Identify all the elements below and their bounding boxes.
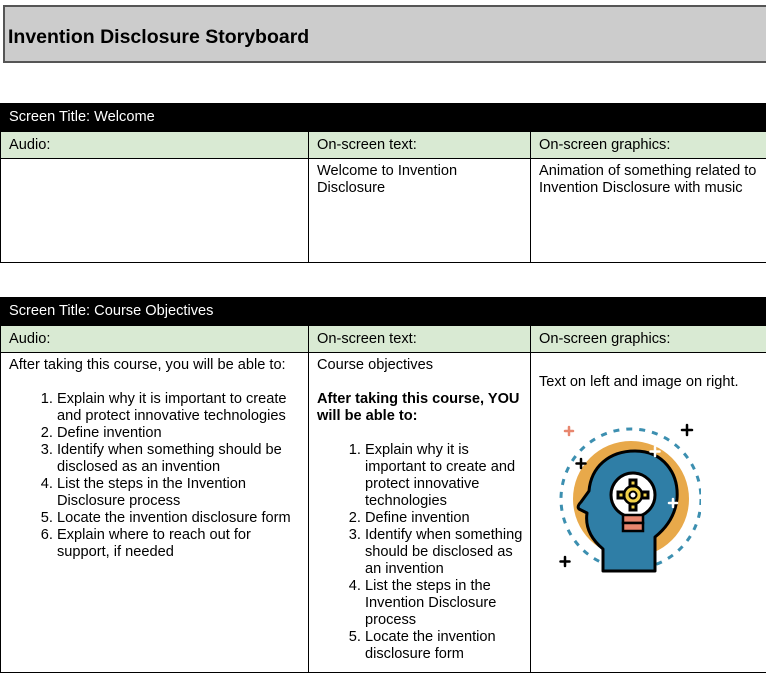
audio-cell — [1, 353, 309, 673]
list-item: 5. Locate the invention disclosure form — [57, 510, 294, 527]
list-item: 2. Define invention — [57, 425, 294, 442]
storyboard-header — [3, 5, 766, 63]
screen-table-welcome — [0, 103, 766, 263]
head-lightbulb-icon — [551, 421, 701, 581]
screen-title-row — [1, 104, 766, 132]
text-objectives-list — [317, 442, 524, 663]
list-item: 3. Identify when something should be disclosed as an invention — [57, 442, 294, 476]
audio-objectives-list — [9, 391, 294, 561]
screen-title: Screen Title: Course Objectives — [1, 298, 766, 326]
list-item: 3. Identify when something should be disclosed as an invention — [365, 527, 524, 578]
screen-title-row — [1, 298, 766, 326]
onscreen-text-cell: Welcome to Invention Disclosure — [309, 159, 531, 263]
content-row — [1, 159, 766, 263]
onscreen-graphics-header: On-screen graphics: — [531, 326, 766, 353]
list-item: 4. List the steps in the Invention Disclosure process — [57, 476, 294, 510]
column-header-row — [1, 132, 766, 159]
audio-intro: After taking this course, you will be able to: — [9, 357, 294, 374]
audio-cell — [1, 159, 309, 263]
list-item: 1. Explain why it is important to create and protect innovative technologies — [365, 442, 524, 510]
list-item: 5. Locate the invention disclosure form — [365, 629, 524, 663]
graphics-description: Text on left and image on right. — [539, 374, 766, 391]
audio-header: Audio: — [1, 132, 309, 159]
onscreen-graphics-cell — [531, 353, 766, 673]
onscreen-text-header: On-screen text: — [309, 326, 531, 353]
column-header-row — [1, 326, 766, 353]
onscreen-graphics-cell: Animation of something related to Invention Disclosure with music — [531, 159, 766, 263]
screen-table-course-objectives — [0, 297, 766, 673]
onscreen-text-header: On-screen text: — [309, 132, 531, 159]
text-heading: Course objectives — [317, 357, 524, 374]
text-bold-intro: After taking this course, YOU will be able to: — [317, 391, 524, 425]
onscreen-text-cell — [309, 353, 531, 673]
content-row — [1, 353, 766, 673]
page-title: Invention Disclosure Storyboard — [8, 26, 309, 49]
list-item: 4. List the steps in the Invention Disclosure process — [365, 578, 524, 629]
list-item: 1. Explain why it is important to create and protect innovative technologies — [57, 391, 294, 425]
onscreen-graphics-header: On-screen graphics: — [531, 132, 766, 159]
audio-header: Audio: — [1, 326, 309, 353]
list-item: 6. Explain where to reach out for support, if needed — [57, 527, 294, 561]
list-item: 2. Define invention — [365, 510, 524, 527]
screen-title: Screen Title: Welcome — [1, 104, 766, 132]
